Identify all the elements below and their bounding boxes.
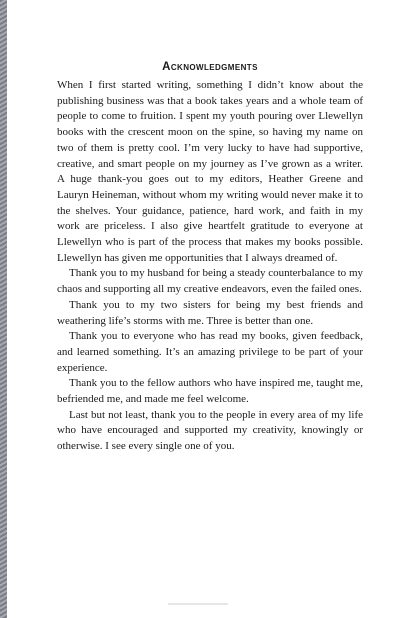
page-content <box>57 60 363 455</box>
paragraph-readers: Thank you to everyone who has read my books, given feedback, and learned something. It’s an amazing privilege to be part of your experience. <box>57 330 363 374</box>
page-heading: Acknowledgments <box>162 61 258 73</box>
paragraph-husband: Thank you to my husband for being a steady counterbalance to my chaos and supporting all my creative endeavors, even the failed ones. <box>57 267 363 296</box>
paragraph-intro: When I first started writing, something I didn’t know about the publishing business was that a book takes years and a whole team of people to come to fruition. I spent my youth pouring over Llewellyn books with the crescent moon on the spine, so having my name on two of them is pretty cool. I’m very lucky to have had supportive, creative, and smart people on my journey as I’ve grown as a writer. A huge thank-you goes out to my editors, Heather Greene and Lauryn Heineman, without whom my writing would never make it to the shelves. Your guidance, patience, hard work, and faith in my work are priceless. I also give heartfelt gratitude to everyone at Llewellyn who is part of the process that makes my books possible. Llewellyn has given me opportunities that I always dreamed of. <box>57 79 363 264</box>
paragraph-authors: Thank you to the fellow authors who have inspired me, taught me, befriended me, and made me feel welcome. <box>57 377 363 406</box>
page-footer-mark <box>168 603 228 605</box>
paragraph-sisters: Thank you to my two sisters for being my best friends and weathering life’s storms with me. Three is better than one. <box>57 298 363 327</box>
book-spine-edge <box>0 0 7 618</box>
paragraph-closing: Last but not least, thank you to the people in every area of my life who have encouraged and supported my creativity, knowingly or otherwise. I see every single one of you. <box>57 408 363 453</box>
